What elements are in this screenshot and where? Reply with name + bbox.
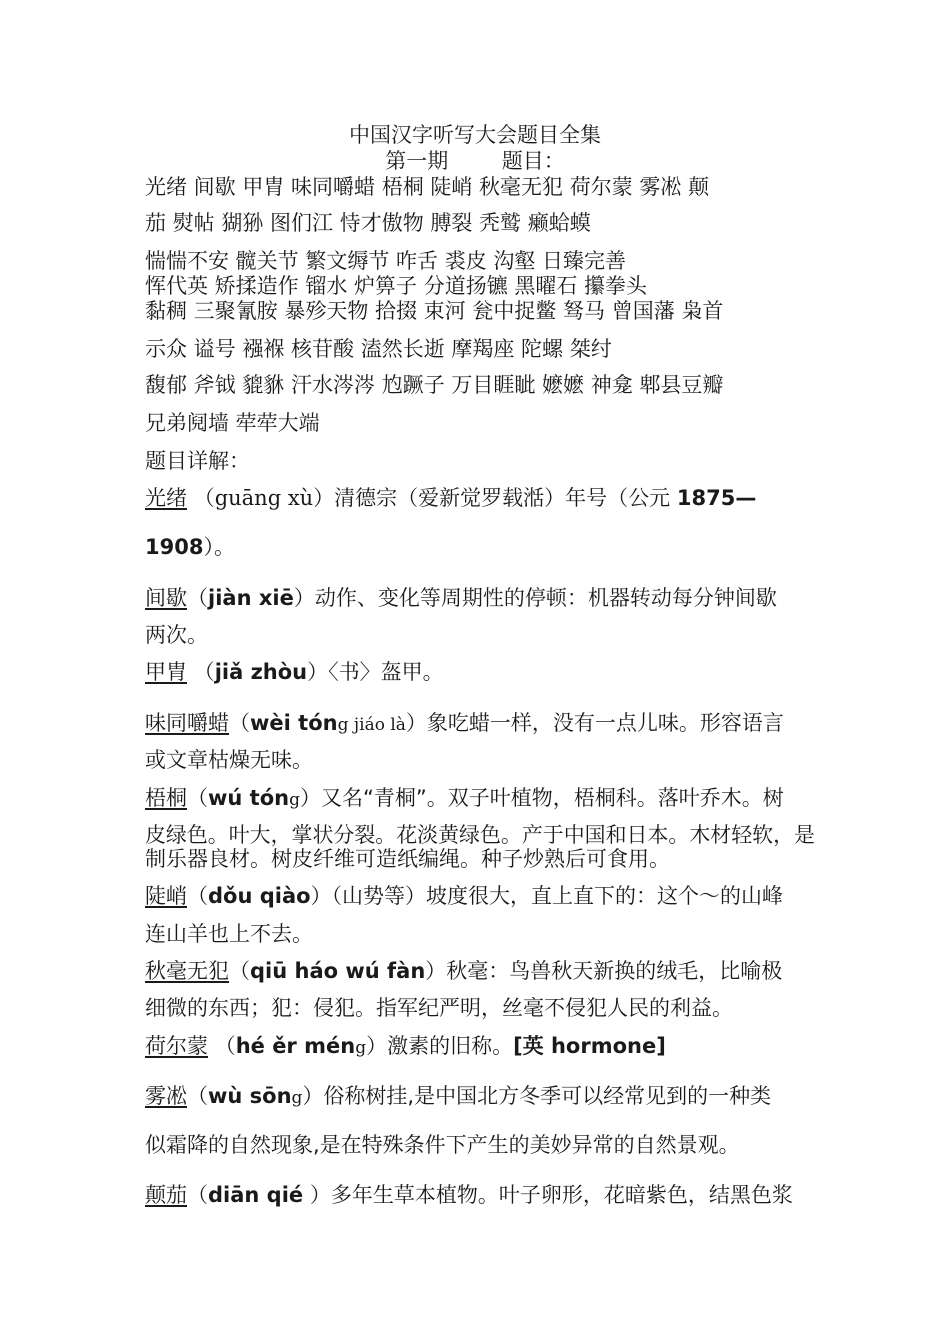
entry-pinyin: diān qié — [208, 1183, 304, 1207]
entry-term: 雾凇 — [145, 1084, 187, 1108]
entry-definition: 皮绿色。叶大，掌状分裂。花淡黄绿色。产于中国和日本。木材轻软，是 — [145, 823, 815, 847]
entry-definition: 连山羊也上不去。 — [145, 922, 313, 946]
entry-definition: 两次。 — [145, 623, 208, 647]
entry-definition: 细微的东西；犯：侵犯。指军纪严明，丝毫不侵犯人民的利益。 — [145, 996, 733, 1020]
entry-term: 梧桐 — [145, 786, 187, 810]
entry-paren: （ — [187, 786, 208, 810]
entry-pinyin: hé ěr mén — [235, 1034, 356, 1058]
entry-definition: ）激素的旧称。 — [366, 1034, 514, 1058]
entry-term: 甲胄 — [145, 660, 187, 684]
entry-paren: （ — [187, 884, 208, 908]
entry-heermeng — [145, 1033, 815, 1061]
entry-term: 秋毫无犯 — [145, 959, 229, 983]
entry-guangxu-cont — [145, 534, 815, 560]
entry-weitongjiaola — [145, 710, 815, 738]
entry-definition: ）又名“青桐”。双子叶植物，梧桐科。落叶乔木。树 — [299, 786, 784, 810]
entry-definition: ）。 — [203, 535, 235, 559]
entry-etymology: [英 hormone] — [513, 1034, 666, 1058]
entry-definition: ）多年生草本植物。叶子卵形，花暗紫色，结黑色浆 — [303, 1183, 793, 1207]
entry-year: 1875— — [676, 486, 757, 510]
entry-pinyin: dǒu qiào — [208, 884, 311, 908]
word-line: 惴惴不安 髋关节 繁文缛节 咋舌 裘皮 沟壑 日臻完善 — [145, 249, 627, 273]
word-line: 馥郁 斧钺 貔貅 汗水涔涔 尥蹶子 万目睚眦 嬷嬷 神龛 郫县豆瓣 — [145, 373, 724, 397]
entry-pinyin: qiū háo wú fàn — [250, 959, 426, 983]
entry-pinyin-tail: g — [289, 790, 300, 810]
entry-definition: ）（山势等）坡度很大，直上直下的：这个～的山峰 — [310, 884, 784, 908]
word-line: 茄 熨帖 猢狲 图们江 恃才傲物 膊裂 秃鹫 癞蛤蟆 — [145, 211, 591, 235]
entry-definition: 制乐器良材。树皮纤维可造纸编绳。种子炒熟后可食用。 — [145, 847, 670, 871]
entry-qiuhaowufan — [145, 958, 815, 984]
entry-pinyin: guāng xù — [214, 486, 314, 510]
entry-paren: （ — [187, 660, 215, 684]
entry-guangxu — [145, 485, 815, 511]
entry-term: 光绪 — [145, 486, 187, 510]
entry-wusong — [145, 1083, 815, 1111]
entry-year: 1908 — [145, 535, 204, 559]
entry-pinyin: wú tón — [208, 786, 290, 810]
entry-pinyin-tail: g — [355, 1038, 367, 1058]
entry-term: 颠茄 — [145, 1183, 187, 1207]
entry-definition: ）〈书〉盔甲。 — [307, 660, 444, 684]
entry-paren: （ — [208, 1034, 236, 1058]
entry-douqiao — [145, 883, 815, 909]
word-line: 恽代英 矫揉造作 镏水 炉箅子 分道扬镳 黑曜石 攥拳头 — [145, 274, 648, 298]
entry-paren: （ — [187, 1084, 208, 1108]
entry-term: 荷尔蒙 — [145, 1034, 208, 1058]
entry-wutong — [145, 785, 815, 813]
entry-term: 味同嚼蜡 — [145, 711, 229, 735]
entry-pinyin-tail: g — [291, 1088, 303, 1108]
entry-definition: ）秋毫：鸟兽秋天新换的绒毛，比喻极 — [425, 959, 783, 983]
entry-paren: （ — [187, 586, 208, 610]
entry-dianqie — [145, 1182, 815, 1208]
entry-paren: （ — [187, 486, 215, 510]
entry-jianxie — [145, 585, 815, 611]
entry-pinyin: wèi tón — [250, 711, 338, 735]
document-title: 中国汉字听写大会题目全集 — [349, 123, 601, 147]
word-line: 兄弟阋墙 荦荦大端 — [145, 411, 320, 435]
entry-definition: ）清德宗（爱新觉罗载湉）年号（公元 — [313, 486, 677, 510]
entry-definition: 似霜降的自然现象,是在特殊条件下产生的美妙异常的自然景观。 — [145, 1133, 740, 1157]
word-line: 黏稠 三聚氰胺 暴殄天物 拾掇 束河 瓮中捉鳖 驽马 曾国藩 枭首 — [145, 299, 724, 323]
entry-definition: 是中国北方冬季可以经常见到的一种类 — [414, 1084, 772, 1108]
word-line: 光绪 间歇 甲胄 味同嚼蜡 梧桐 陡峭 秋毫无犯 荷尔蒙 雾凇 颠 — [145, 175, 710, 199]
entry-paren: （ — [187, 1183, 208, 1207]
word-line: 示众 谥号 襁褓 核苷酸 溘然长逝 摩羯座 陀螺 桀纣 — [145, 337, 612, 361]
entry-definition: 或文章枯燥无味。 — [145, 748, 313, 772]
entry-paren: （ — [229, 959, 250, 983]
entry-definition: ）俗称树挂, — [302, 1084, 415, 1108]
entry-definition: ）象吃蜡一样，没有一点儿味。形容语言 — [405, 711, 784, 735]
entry-pinyin-tail: g jiáo là — [337, 715, 406, 735]
document-subtitle: 第一期 题目： — [385, 149, 565, 173]
entry-pinyin: wù sōn — [208, 1084, 292, 1108]
entry-pinyin: jiǎ zhòu — [214, 660, 308, 684]
entry-paren: （ — [229, 711, 250, 735]
entry-term: 陡峭 — [145, 884, 187, 908]
entry-term: 间歇 — [145, 586, 187, 610]
details-heading: 题目详解： — [145, 449, 250, 473]
entry-definition: ）动作、变化等周期性的停顿：机器转动每分钟间歇 — [293, 586, 777, 610]
entry-pinyin: jiàn xiē — [208, 586, 294, 610]
entry-jiazhou — [145, 659, 815, 685]
